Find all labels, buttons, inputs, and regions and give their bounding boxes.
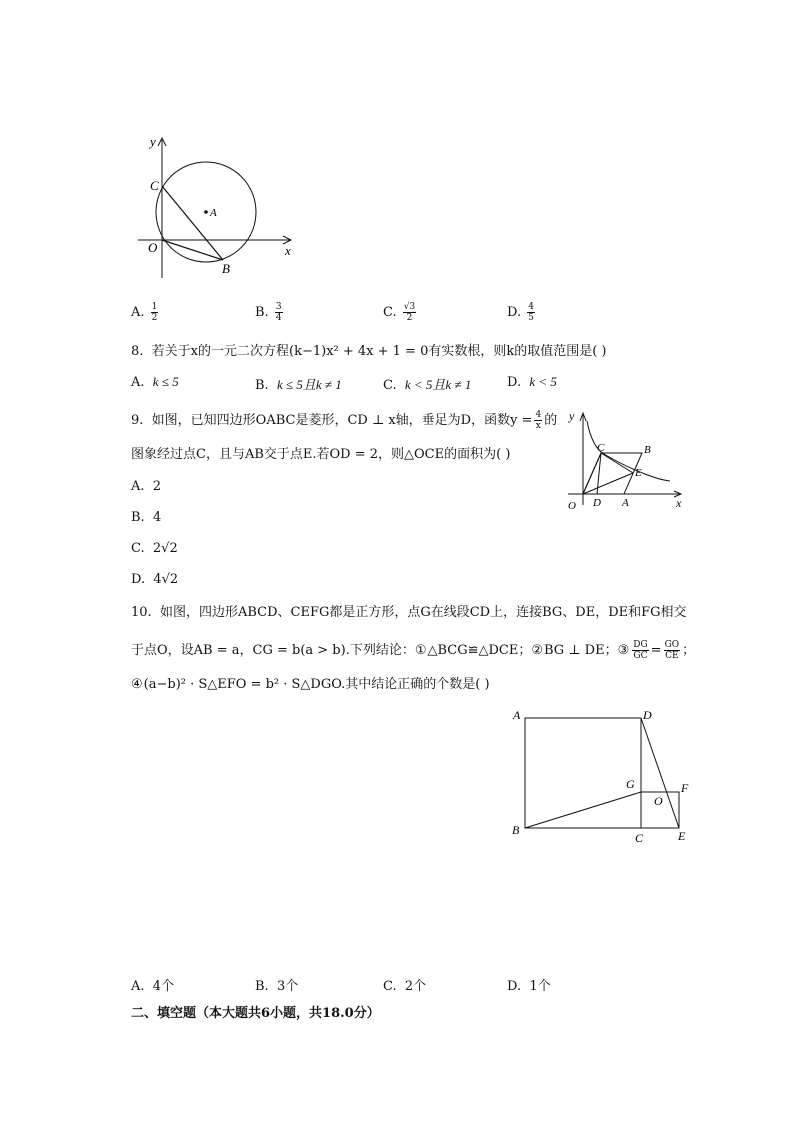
label-o: O [654,794,663,808]
label-g: G [626,777,635,791]
label-c: C [635,831,644,845]
label-y: y [569,409,575,423]
q10-option-a[interactable]: A. 4个 [131,979,175,994]
segment-ob [162,240,223,260]
q10-option-b[interactable]: B. 3个 [255,979,299,994]
q9-option-d[interactable]: D. 4√2 [131,572,179,587]
figure-q7-circle [130,130,305,280]
label-e: E [678,829,686,843]
label-a: A [210,207,217,219]
label-o: O [148,240,158,255]
label-y: y [150,134,156,149]
q8-option-b[interactable]: B. k ≤ 5且k ≠ 1 [255,377,342,393]
label-b: B [222,261,230,276]
point-a [204,210,208,214]
label-c: C [150,178,159,193]
label-d: D [593,497,601,509]
label-b: B [512,823,520,837]
q10-option-d[interactable]: D. 1个 [507,979,551,994]
q10-stem-line2: 于点O，设AB = a，CG = b(a > b).下列结论：①△BCG≌△DCE；②BG ⊥ DE；③ $\frac{DG}{GC}$ = $\frac{GO}{CE}$ ； [131,640,696,661]
label-x: x [285,243,291,258]
q9-stem-line2: 图象经过点C，且与AB交于点E.若OD = 2，则△OCE的面积为( ) [131,447,511,462]
segment-bg [525,792,641,828]
label-o: O [568,500,576,512]
segment-de [641,718,679,828]
q8-stem: 8. 若关于x的一元二次方程(k−1)x² + 4x + 1 = 0有实数根，则k的取值范围是( ) [131,344,607,359]
segment-ce [601,453,633,473]
label-e: E [635,467,642,479]
label-f: F [681,781,689,795]
q10-stem-line3: ④(a−b)² · S△EFO = b² · S△DGO.其中结论正确的个数是( ) [131,677,490,692]
q8-option-a[interactable]: A. k ≤ 5 [131,374,179,390]
figure-q9-rhombus [560,405,690,515]
q10-option-c[interactable]: C. 2个 [383,979,427,994]
q10-stem-line1: 10. 如图，四边形ABCD、CEFG都是正方形，点G在线段CD上，连接BG、DE，DE和FG相交 [131,605,687,620]
q7-option-a[interactable]: A. $\frac{1}{2}$ [131,302,158,323]
label-d: D [643,708,652,722]
q7-option-d[interactable]: D. $\frac{4}{5}$ [507,302,534,323]
label-a: A [513,708,521,722]
q8-option-d[interactable]: D. k < 5 [507,374,557,390]
label-a: A [622,497,629,509]
label-c: C [597,442,605,454]
figure-q10-squares [505,700,700,850]
q9-option-a[interactable]: A. 2 [131,479,162,494]
q7-option-c[interactable]: C. $\frac{√3}{2}$ [383,302,416,323]
q8-option-c[interactable]: C. k < 5且k ≠ 1 [383,377,472,393]
q9-option-c[interactable]: C. 2√2 [131,541,178,556]
q9-stem-line1: 9. 如图，已知四边形OABC是菱形，CD ⊥ x轴，垂足为D，函数y = $\frac{4}{x}$ 的 [131,410,558,431]
q7-option-b[interactable]: B. $\frac{3}{4}$ [255,302,282,323]
square-abcd [525,718,641,828]
label-b: B [644,444,651,456]
section-2-title: 二、填空题（本大题共6小题，共18.0分） [131,1006,380,1021]
label-x: x [676,496,682,510]
q9-option-b[interactable]: B. 4 [131,510,162,525]
segment-cb [162,186,223,260]
